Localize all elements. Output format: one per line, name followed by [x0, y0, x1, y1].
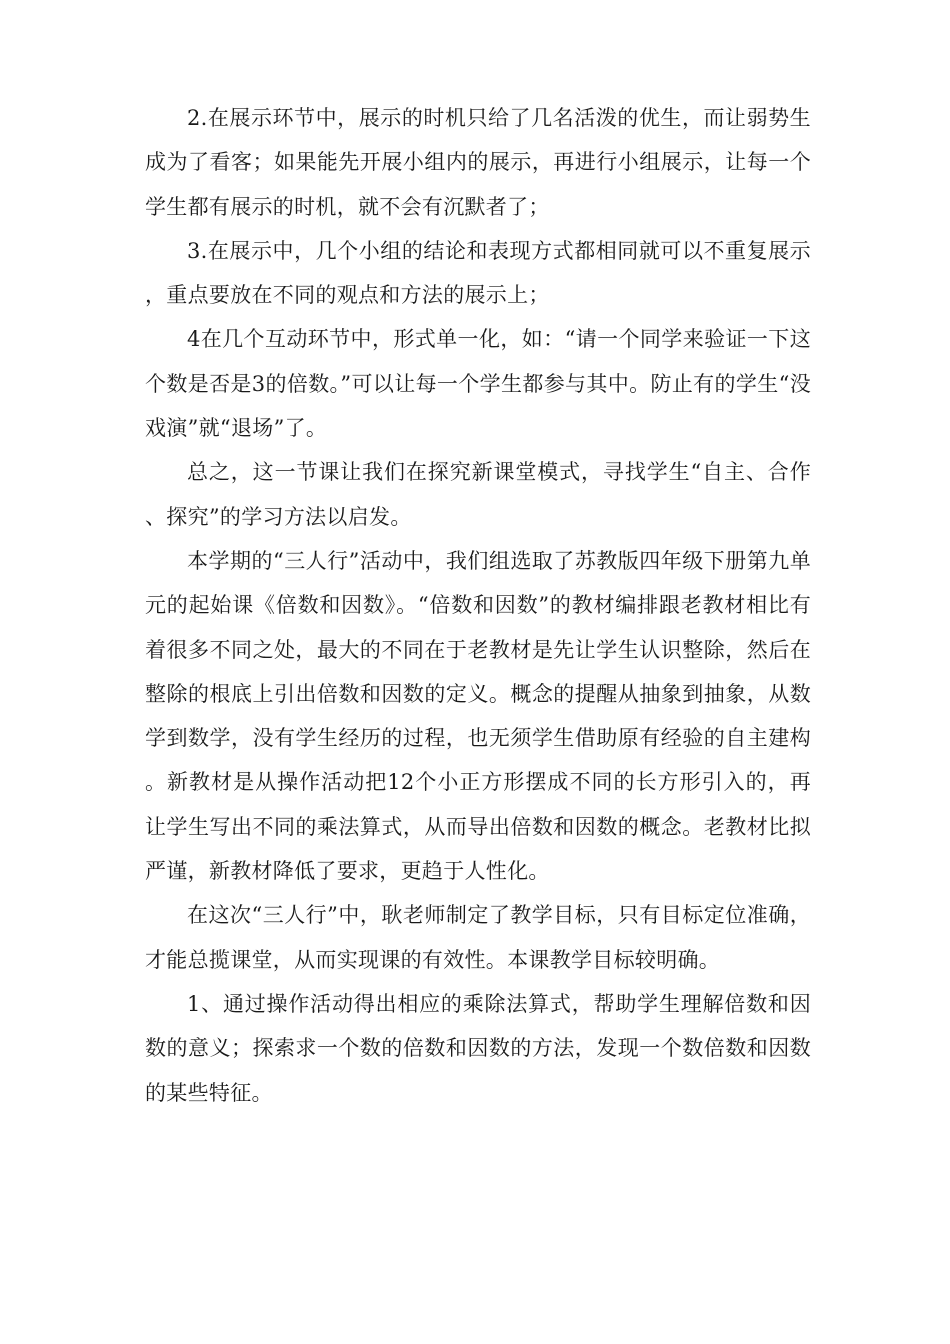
paragraph-7: 1、通过操作活动得出相应的乘除法算式，帮助学生理解倍数和因数的意义；探索求一个数的倍数和因数的方法，发现一个数倍数和因数的某些特征。	[145, 991, 811, 1105]
paragraph-2: 3.在展示中，几个小组的结论和表现方式都相同就可以不重复展示，重点要放在不同的观点和方法的展示上；	[145, 238, 811, 308]
document-body	[145, 96, 811, 1115]
paragraph-1: 2.在展示环节中，展示的时机只给了几名活泼的优生，而让弱势生成为了看客；如果能先开展小组内的展示，再进行小组展示，让每一个学生都有展示的时机，就不会有沉默者了；	[145, 106, 811, 219]
paragraph-4: 总之，这一节课让我们在探究新课堂模式，寻找学生“自主、合作、探究”的学习方法以启发。	[145, 460, 811, 529]
paragraph-3: 4在几个互动环节中，形式单一化，如：“请一个同学来验证一下这个数是否是3的倍数。”可以让每一个学生都参与其中。防止有的学生“没戏演”就“退场”了。	[145, 327, 811, 441]
paragraph-5: 本学期的“三人行”活动中，我们组选取了苏教版四年级下册第九单元的起始课《倍数和因数》。“倍数和因数”的教材编排跟老教材相比有着很多不同之处，最大的不同在于老教材是先让学生认识整除，然后在整除的根底上引出倍数和因数的定义。概念的提醒从抽象到抽象，从数学到数学，没有学生经历的过程，也无须学生借助原有经验的自主建构。新教材是从操作活动把12个小正方形摆成不同的长方形引入的，再让学生写出不同的乘法算式，从而导出倍数和因数的概念。老教材比拟严谨，新教材降低了要求，更趋于人性化。	[145, 548, 811, 884]
paragraph-6: 在这次“三人行”中，耿老师制定了教学目标，只有目标定位准确，才能总揽课堂，从而实现课的有效性。本课教学目标较明确。	[145, 903, 811, 972]
